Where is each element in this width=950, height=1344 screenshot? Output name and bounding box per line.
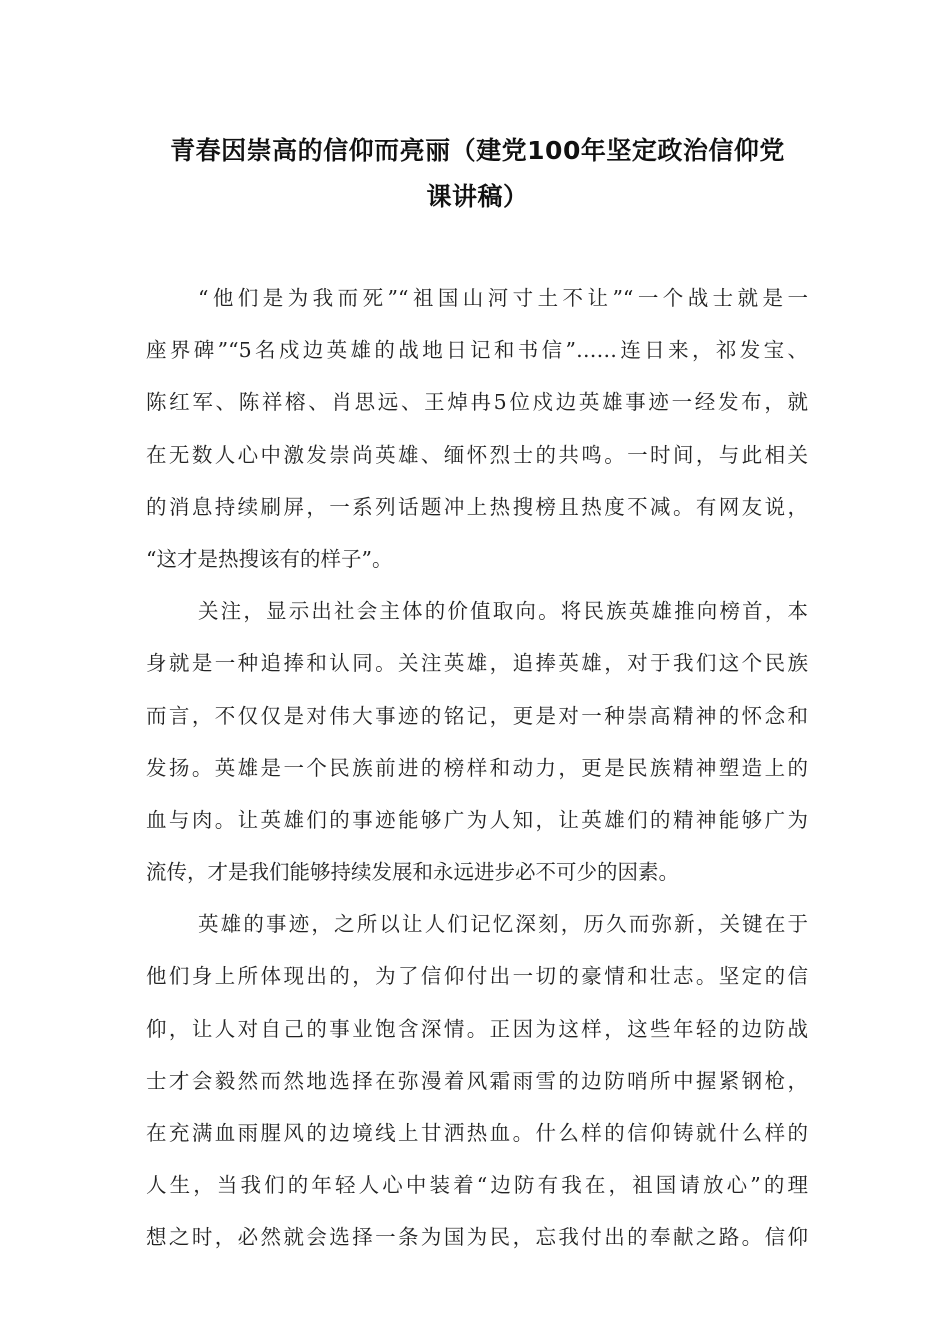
- text-line: 想之时，必然就会选择一条为国为民，忘我付出的奉献之路。信仰: [146, 1225, 808, 1250]
- document-body: [146, 272, 808, 1264]
- text-line: 在充满血雨腥风的边境线上甘洒热血。什么样的信仰铸就什么样的: [146, 1121, 808, 1145]
- text-line: “他们是为我而死”“祖国山河寸土不让”“一个战士就是一: [198, 286, 808, 310]
- text-line: “这才是热搜该有的样子”。: [146, 546, 393, 571]
- text-line: 身就是一种追捧和认同。关注英雄，追捧英雄，对于我们这个民族: [146, 651, 808, 676]
- text-line: 人生，当我们的年轻人心中装着“边防有我在，祖国请放心”的理: [146, 1173, 808, 1198]
- text-line: 的消息持续刷屏，一系列话题冲上热搜榜且热度不减。有网友说，: [146, 494, 808, 519]
- text-line: 陈红军、陈祥榕、肖思远、王焯冉5位戍边英雄事迹一经发布，就: [146, 390, 808, 415]
- text-line: 血与肉。让英雄们的事迹能够广为人知，让英雄们的精神能够广为: [146, 807, 808, 832]
- text-line: 座界碑”“5名戍边英雄的战地日记和书信”……连日来，祁发宝、: [146, 338, 808, 363]
- text-line: 而言，不仅仅是对伟大事迹的铭记，更是对一种崇高精神的怀念和: [146, 703, 808, 728]
- text-line: 在无数人心中激发崇尚英雄、缅怀烈士的共鸣。一时间，与此相关: [146, 442, 808, 467]
- text-line: 英雄的事迹，之所以让人们记忆深刻，历久而弥新，关键在于: [198, 912, 808, 937]
- title-line-2: 课讲稿）: [426, 182, 529, 211]
- paragraph-2: [146, 585, 808, 898]
- text-line: 关注，显示出社会主体的价值取向。将民族英雄推向榜首，本: [198, 599, 808, 624]
- document-title: [150, 128, 805, 220]
- text-line: 流传，才是我们能够持续发展和永远进步必不可少的因素。: [146, 860, 679, 885]
- text-line: 发扬。英雄是一个民族前进的榜样和动力，更是民族精神塑造上的: [146, 755, 808, 780]
- paragraph-1: [146, 272, 808, 585]
- text-line: 仰，让人对自己的事业饱含深情。正因为这样，这些年轻的边防战: [146, 1016, 808, 1041]
- title-line-1: 青春因崇高的信仰而亮丽（建党100年坚定政治信仰党: [170, 136, 785, 165]
- text-line: 他们身上所体现出的，为了信仰付出一切的豪情和壮志。坚定的信: [146, 964, 808, 989]
- text-line: 士才会毅然而然地选择在弥漫着风霜雨雪的边防哨所中握紧钢枪，: [146, 1068, 808, 1093]
- paragraph-3: [146, 898, 808, 1263]
